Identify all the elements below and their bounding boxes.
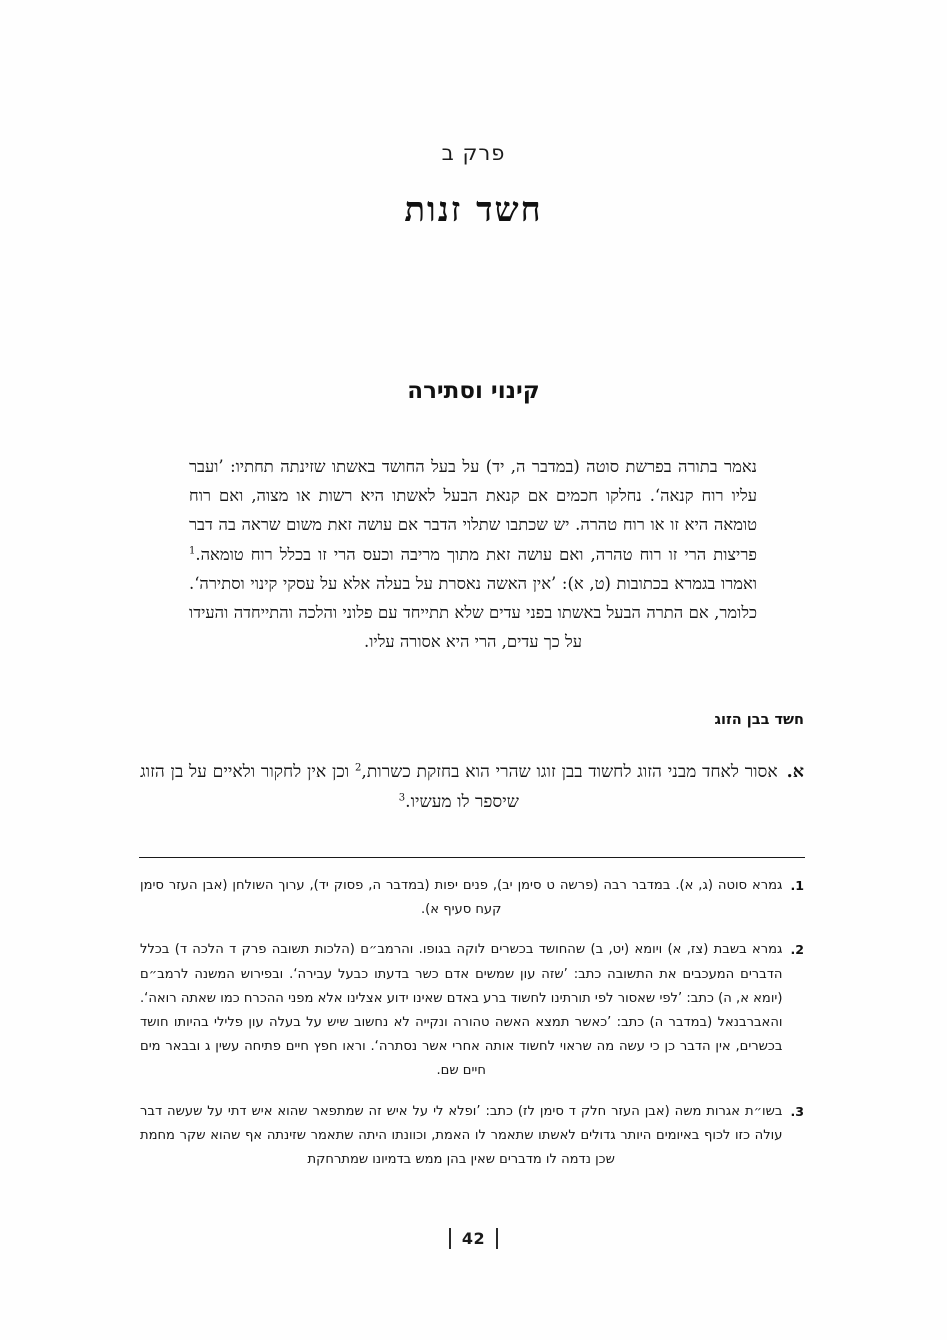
footnote-reference-2[interactable]: 2 <box>354 762 362 774</box>
chapter-header <box>0 142 947 230</box>
footnote-reference-1[interactable]: 1 <box>189 545 196 557</box>
footnote-number: 2. <box>790 942 804 958</box>
body-paragraph <box>189 452 757 656</box>
halacha-item-marker: א. <box>786 762 804 782</box>
footnote-entry <box>140 874 804 922</box>
halacha-list <box>140 758 804 817</box>
section-heading: קינוי וסתירה <box>407 378 540 404</box>
halacha-text-part-2: וכן אין לחקור ולאיים על בן הזוג שיספר לו מעשיו. <box>140 762 519 812</box>
footnotes-section <box>140 874 804 1172</box>
page-footer <box>0 1228 947 1249</box>
folio-bar-right <box>496 1228 497 1249</box>
body-text-block <box>189 452 757 656</box>
subsection-heading: חשד בבן הזוג <box>714 712 804 728</box>
footnote-number: 3. <box>790 1103 804 1119</box>
footnote-reference-3[interactable]: 3 <box>398 791 406 803</box>
chapter-title: חשד זנות <box>404 190 543 231</box>
halacha-item-text <box>140 758 778 817</box>
halacha-text-part-1: אסור לאחד מבני הזוג לחשוד בבן זוגו שהרי הוא בחזקת כשרות, <box>361 762 778 782</box>
footnote-entry <box>140 938 804 1083</box>
chapter-label: פרק ב <box>441 141 506 165</box>
footnote-text: בשו״ת אגרות משה (אבן העזר חלק ד סימן לז) כתב: ’ופלא לי על איש זה שמתפאר שהוא איש דתי על שעשה דבר עולה כזו לכוף באיומים היותר גדולים לאשתו שתאמר לו האמת, וכוונתו היתה שתאמר שזינתה אף שהוא שקר מחמת שכן נדמה לו מדברים שאין בהן ממש בדמיונו שמתרחקת <box>140 1103 783 1168</box>
footnote-text: גמרא סוטה (ג, א). במדבר רבה (פרשה ט סימן יב), פנים יפות (במדבר ה, פסוק יד), ערוך השולחן (אבן העזר סימן קעח סעיף א). <box>140 878 783 918</box>
footnote-entry <box>140 1100 804 1173</box>
footnote-text: גמרא בשבת (צז, א) ויומא (יט, ב) שהחושד בכשרים לוקה בגופו. והרמב״ם (הלכות תשובה פרק ד הלכה ד) בכלל הדברים המעכבים את התשובה כתב: ’שזה עון שמשים אדם כשר בדעתו כבעל עבירה‘. ובפירוש המשנה לרמב״ם (יומא א, ה) כתב: ’לפי שאסור לפי תורתינו לחשוד ברע באדם שאינו ידוע אצלינו אלא מפני ההכרח כמו שאתה רואה‘. והאברבנאל (במדבר ה) כתב: ’כאשר תמצא האשה טהורה ונקייה לא נחשוב שיש על בעלה עון פלילי בהיותו חושד בכשרים, אין הדבר כן כי עשה מה שראוי לחשוד אותה אחרי אשר נסתרה‘. וראו חפץ חיים פתיחה עשין ג ובבאר מים חיים שם. <box>140 942 783 1079</box>
footnote-separator <box>139 857 805 858</box>
halacha-item <box>140 758 804 817</box>
folio-bar-left <box>449 1228 450 1249</box>
page-number: 42 <box>461 1229 486 1248</box>
body-paragraph-part-2: ואמרו בגמרא בכתובות (ט, א): ’אין האשה נאסרת על בעלה אלא על עסקי קינוי וסתירה‘. כלומר, אם התרה הבעל באשתו בפני עדים שלא תתייחד עם פלוני והלכה והתייחדה והעידו על כך עדים, הרי היא אסורה עליו. <box>189 573 757 652</box>
body-paragraph-part-1: נאמר בתורה בפרשת סוטה (במדבר ה, יד) על בעל החושד באשתו שזינתה תחתיו: ’ועבר עליו רוח קנאה‘. נחלקו חכמים אם קנאת הבעל לאשתו היא רשות או מצוה, ואם רוח טומאה היא זו או רוח טהרה. יש שכתבו שתלוי הדבר אם עושה זאת משום שראה בה דבר פריצות הרי זו רוח טהרה, ואם עושה זאת מתוך מריבה וכעס הרי זו בכלל רוח טומאה. <box>189 457 757 564</box>
footnote-number: 1. <box>790 878 804 893</box>
